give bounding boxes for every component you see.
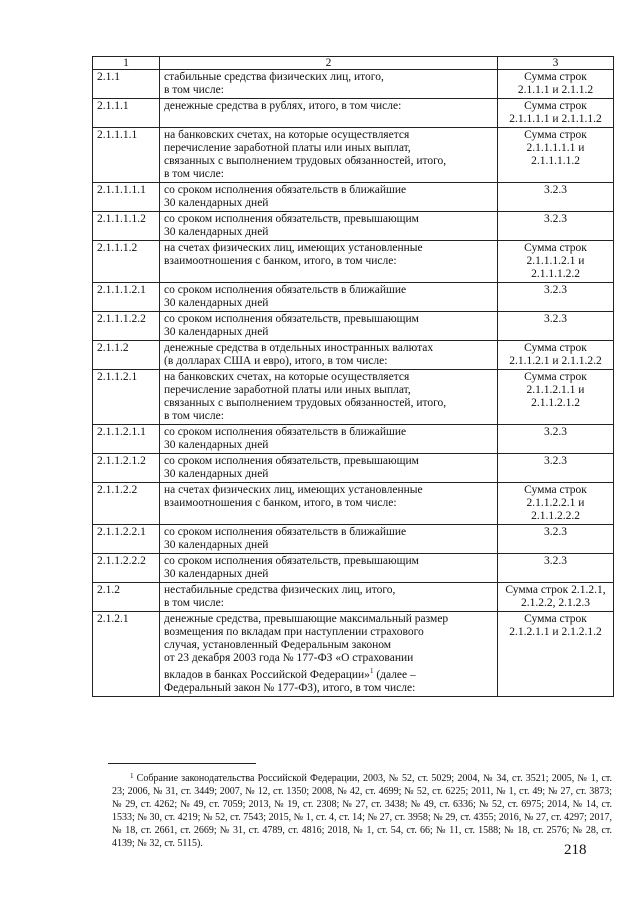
row-number-cell: 2.1.1.1.1.1 — [93, 183, 160, 212]
header-cell-col2: 2 — [160, 57, 498, 70]
table-row — [93, 128, 614, 183]
row-source-cell: 3.2.3 — [498, 212, 614, 241]
description-text: денежные средства, превышающие максимальный размер возмещения по вкладам при наступлении страхового случая, установленный Федеральным законом от 23 декабря 2003 года № 177-ФЗ «О страховании вкладов в банках Российской Федерации» — [164, 613, 449, 681]
table-row — [93, 183, 614, 212]
row-source-cell: 3.2.3 — [498, 312, 614, 341]
row-description-cell: со сроком исполнения обязательств в ближайшие 30 календарных дней — [160, 283, 498, 312]
row-source-cell: Сумма строк 2.1.1.1.1 и 2.1.1.1.2 — [498, 99, 614, 128]
row-number-cell: 2.1.1.2.2 — [93, 483, 160, 525]
description-text-tail: (далее – Федеральный закон № 177-ФЗ), итого, в том числе: — [164, 668, 416, 694]
table-row — [93, 583, 614, 612]
row-source-cell: Сумма строк 2.1.1.2.2.1 и 2.1.1.2.2.2 — [498, 483, 614, 525]
row-description-cell: денежные средства в рублях, итого, в том числе: — [160, 99, 498, 128]
row-number-cell: 2.1.1.1.2.1 — [93, 283, 160, 312]
row-source-cell: Сумма строк 2.1.1.1 и 2.1.1.2 — [498, 70, 614, 99]
table-row — [93, 283, 614, 312]
row-number-cell: 2.1.1 — [93, 70, 160, 99]
row-source-cell: 3.2.3 — [498, 183, 614, 212]
footnote-text: Собрание законодательства Российской Федерации, 2003, № 52, ст. 5029; 2004, № 34, ст. 3521; 2005, № 1, ст. 23; 2006, № 31, ст. 3449; 2007, № 12, ст. 1350; 2008, № 42, ст. 4699; № 52, ст. 6225; 2011, № 1, ст. 49; № 27, ст. 3873; № 29, ст. 4262; № 49, ст. 7059; 2013, № 19, ст. 2308; № 27, ст. 3438; № 49, ст. 6336; № 52, ст. 6975; 2014, № 14, ст. 1533; № 30, ст. 4219; № 52, ст. 7543; 2015, № 1, ст. 4, ст. 14; № 27, ст. 3958; № 29, ст. 4355; 2016, № 27, ст. 4297; 2017, № 18, ст. 2661, ст. 2669; № 31, ст. 4789, ст. 4816; 2018, № 1, ст. 54, ст. 66; № 11, ст. 1588; № 18, ст. 2576; № 28, ст. 4139; № 32, ст. 5115). — [112, 773, 612, 849]
row-description-cell: нестабильные средства физических лиц, итого, в том числе: — [160, 583, 498, 612]
footnote-divider — [108, 763, 256, 764]
row-description-cell: со сроком исполнения обязательств, превышающим 30 календарных дней — [160, 212, 498, 241]
row-number-cell: 2.1.2.1 — [93, 612, 160, 697]
row-number-cell: 2.1.1.1.2 — [93, 241, 160, 283]
row-source-cell: 3.2.3 — [498, 525, 614, 554]
row-source-cell: 3.2.3 — [498, 454, 614, 483]
footnote-reference: 1 — [369, 667, 374, 675]
row-description-cell: со сроком исполнения обязательств в ближайшие 30 календарных дней — [160, 525, 498, 554]
table-row — [93, 612, 614, 697]
row-description-cell: со сроком исполнения обязательств, превышающим 30 календарных дней — [160, 312, 498, 341]
indicators-table — [92, 56, 614, 697]
row-number-cell: 2.1.1.1.1 — [93, 128, 160, 183]
row-number-cell: 2.1.2 — [93, 583, 160, 612]
row-number-cell: 2.1.1.2.2.1 — [93, 525, 160, 554]
header-cell-col3: 3 — [498, 57, 614, 70]
table-row — [93, 454, 614, 483]
row-description-cell: денежные средства в отдельных иностранных валютах (в долларах США и евро), итого, в том числе: — [160, 341, 498, 370]
row-description-cell: со сроком исполнения обязательств, превышающим 30 календарных дней — [160, 554, 498, 583]
header-cell-col1: 1 — [93, 57, 160, 70]
row-source-cell: Сумма строк 2.1.1.1.2.1 и 2.1.1.1.2.2 — [498, 241, 614, 283]
row-source-cell: Сумма строк 2.1.1.1.1.1 и 2.1.1.1.1.2 — [498, 128, 614, 183]
footnote-marker: 1 — [130, 772, 134, 780]
table-row — [93, 483, 614, 525]
footnote — [112, 770, 612, 850]
row-description-cell: на банковских счетах, на которые осуществляется перечисление заработной платы или иных выплат, связанных с выполнением трудовых обязанностей, итого, в том числе: — [160, 370, 498, 425]
table-row — [93, 425, 614, 454]
table-row — [93, 554, 614, 583]
table-row — [93, 241, 614, 283]
table-row — [93, 99, 614, 128]
row-number-cell: 2.1.1.1.1.2 — [93, 212, 160, 241]
row-number-cell: 2.1.1.2.2.2 — [93, 554, 160, 583]
row-description-cell: на счетах физических лиц, имеющих установленные взаимоотношения с банком, итого, в том числе: — [160, 241, 498, 283]
row-description-cell: со сроком исполнения обязательств, превышающим 30 календарных дней — [160, 454, 498, 483]
row-description-cell: стабильные средства физических лиц, итого, в том числе: — [160, 70, 498, 99]
row-number-cell: 2.1.1.2.1.2 — [93, 454, 160, 483]
table-row — [93, 525, 614, 554]
row-description-cell: со сроком исполнения обязательств в ближайшие 30 календарных дней — [160, 425, 498, 454]
row-number-cell: 2.1.1.1.2.2 — [93, 312, 160, 341]
row-source-cell: 3.2.3 — [498, 425, 614, 454]
row-description-cell — [160, 612, 498, 697]
row-number-cell: 2.1.1.2.1.1 — [93, 425, 160, 454]
row-source-cell: Сумма строк 2.1.2.1, 2.1.2.2, 2.1.2.3 — [498, 583, 614, 612]
table-row — [93, 341, 614, 370]
row-description-cell: на банковских счетах, на которые осуществляется перечисление заработной платы или иных выплат, связанных с выполнением трудовых обязанностей, итого, в том числе: — [160, 128, 498, 183]
row-source-cell: 3.2.3 — [498, 554, 614, 583]
table-row — [93, 370, 614, 425]
row-source-cell: Сумма строк 2.1.2.1.1 и 2.1.2.1.2 — [498, 612, 614, 697]
row-number-cell: 2.1.1.2 — [93, 341, 160, 370]
page-number: 218 — [564, 842, 587, 858]
table-row — [93, 70, 614, 99]
row-source-cell: Сумма строк 2.1.1.2.1 и 2.1.1.2.2 — [498, 341, 614, 370]
row-source-cell: Сумма строк 2.1.1.2.1.1 и 2.1.1.2.1.2 — [498, 370, 614, 425]
row-number-cell: 2.1.1.1 — [93, 99, 160, 128]
table-row — [93, 212, 614, 241]
row-description-cell: на счетах физических лиц, имеющих установленные взаимоотношения с банком, итого, в том числе: — [160, 483, 498, 525]
row-number-cell: 2.1.1.2.1 — [93, 370, 160, 425]
table-header-row — [93, 57, 614, 70]
row-source-cell: 3.2.3 — [498, 283, 614, 312]
row-description-cell: со сроком исполнения обязательств в ближайшие 30 календарных дней — [160, 183, 498, 212]
table-body — [93, 57, 614, 697]
table-row — [93, 312, 614, 341]
